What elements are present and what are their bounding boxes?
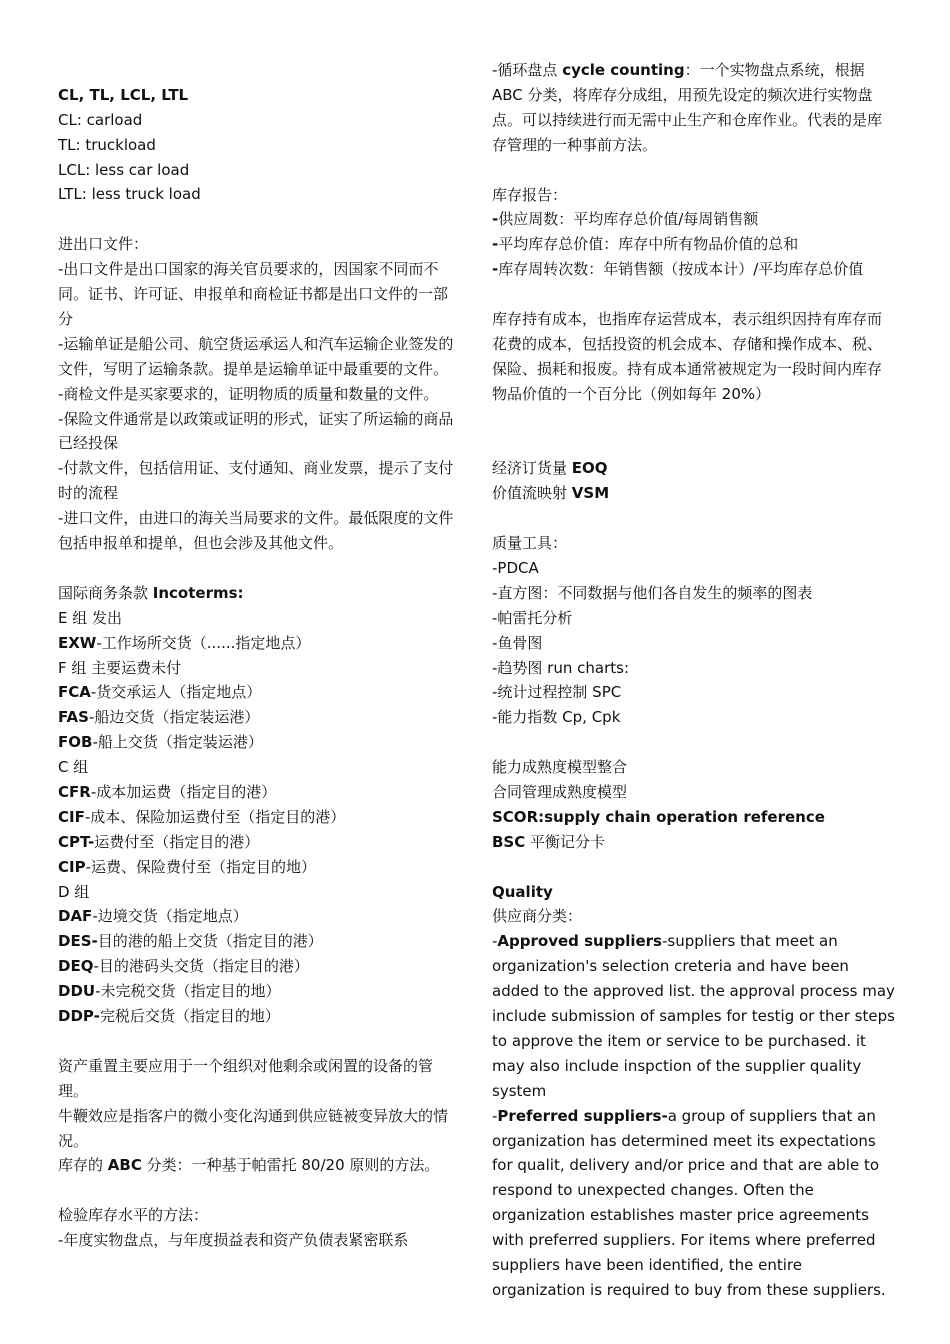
incoterm-item: DDU-未完税交货（指定目的地） — [58, 982, 281, 1001]
incoterm-item: CPT-运费付至（指定目的港） — [58, 832, 260, 851]
preferred-suppliers-text: -Preferred suppliers-a group of suppliers that an organization has determined meet its expectations for qualit, delivery and/or price and that are able to respond to unexpected changes. Often the organization establishes master price agreements with preferred suppliers. For items where preferred suppliers have been identified, the entire organization is required to buy from these suppliers. — [492, 1106, 886, 1299]
cycle-counting-text: -循环盘点 cycle counting：一个实物盘点系统，根据 ABC 分类，将库存分成组，用预先设定的频次进行实物盘点。可以持续进行而无需中止生产和仓库作业。代表的是库存管理的一种事前方法。 — [492, 61, 883, 154]
holding-cost-text: 库存持有成本，也指库存运营成本，表示组织因持有库存而花费的成本，包括投资的机会成本、存储和操作成本、税、保险、损耗和报废。持有成本通常被规定为一段时间内库存物品价值的一个百分比（例如每年 20%） — [492, 309, 883, 403]
supplier-class-title: 供应商分类： — [492, 907, 583, 926]
incoterms-list — [58, 606, 460, 1029]
report-item: -库存周转次数：年销售额（按成本计）/平均库存总价值 — [492, 260, 864, 279]
bsc-text: BSC 平衡记分卡 — [492, 832, 606, 851]
quality-tool-item: -PDCA — [492, 558, 539, 577]
incoterm-item: C 组 — [58, 758, 89, 777]
doc-item: -付款文件，包括信用证、支付通知、商业发票，提示了支付时的流程 — [58, 459, 454, 503]
quality-tool-item: -统计过程控制 SPC — [492, 683, 622, 702]
cmmi-text: 能力成熟度模型整合 — [492, 758, 628, 777]
incoterm-item: DAF-边境交货（指定地点） — [58, 907, 248, 926]
report-item: -供应周数：平均库存总价值/每周销售额 — [492, 210, 759, 229]
eoq-text: 经济订货量 EOQ — [492, 459, 608, 478]
incoterm-item: DDP-完税后交货（指定目的地） — [58, 1007, 280, 1026]
incoterm-item: CFR-成本加运费（指定目的港） — [58, 783, 277, 802]
incoterm-item: CIF-成本、保险加运费付至（指定目的港） — [58, 807, 346, 826]
report-item: -平均库存总价值：库存中所有物品价值的总和 — [492, 235, 799, 254]
inspect-item: -年度实物盘点，与年度损益表和资产负债表紧密联系 — [58, 1231, 409, 1250]
cl-definition: CL: carload — [58, 110, 143, 129]
doc-item: -出口文件是出口国家的海关官员要求的，因国家不同而不同。证书、许可证、申报单和商检证书都是出口文件的一部分 — [58, 260, 449, 328]
quality-tool-item: -帕雷托分析 — [492, 608, 573, 627]
incoterm-item: CIP-运费、保险费付至（指定目的地） — [58, 857, 317, 876]
asset-recovery-text: 资产重置主要应用于一个组织对他剩余或闲置的设备的管理。 — [58, 1056, 434, 1100]
bullwhip-text: 牛鞭效应是指客户的微小变化沟通到供应链被变异放大的情况。 — [58, 1106, 449, 1150]
tl-definition: TL: truckload — [58, 135, 156, 154]
abc-text: 库存的 ABC 分类：一种基于帕雷托 80/20 原则的方法。 — [58, 1156, 440, 1175]
inspect-title: 检验库存水平的方法： — [58, 1206, 209, 1225]
doc-item: -商检文件是买家要求的，证明物质的质量和数量的文件。 — [58, 384, 439, 403]
quality-tool-item: -能力指数 Cp, Cpk — [492, 708, 621, 727]
ltl-definition: LTL: less truck load — [58, 185, 201, 204]
doc-item: -运输单证是船公司、航空货运承运人和汽车运输企业签发的文件，写明了运输条款。提单是运输单证中最重要的文件。 — [58, 334, 454, 378]
incoterm-item: FAS-船边交货（指定装运港） — [58, 708, 260, 727]
quality-tool-item: -鱼骨图 — [492, 633, 543, 652]
incoterm-item: EXW-工作场所交货（......指定地点） — [58, 633, 311, 652]
report-title: 库存报告： — [492, 185, 568, 204]
vsm-text: 价值流映射 VSM — [492, 484, 610, 503]
incoterm-item: F 组 主要运费未付 — [58, 658, 182, 677]
left-column — [58, 58, 460, 1253]
scor-text: SCOR:supply chain operation reference — [492, 807, 825, 826]
loads-heading: CL, TL, LCL, LTL — [58, 85, 189, 104]
incoterm-item: D 组 — [58, 882, 90, 901]
doc-item: -保险文件通常是以政策或证明的形式，证实了所运输的商品已经投保 — [58, 409, 454, 453]
incoterm-item: FCA-货交承运人（指定地点） — [58, 683, 262, 702]
incoterm-item: FOB-船上交货（指定装运港） — [58, 733, 263, 752]
quality-tool-item: -直方图：不同数据与他们各自发生的频率的图表 — [492, 583, 813, 602]
incoterm-item: E 组 发出 — [58, 608, 123, 627]
quality-tool-item: -趋势图 run charts: — [492, 658, 629, 677]
incoterm-item: DEQ-目的港码头交货（指定目的港） — [58, 957, 309, 976]
quality-tools-title: 质量工具： — [492, 534, 568, 553]
incoterm-item: DES-目的港的船上交货（指定目的港） — [58, 932, 323, 951]
docs-title: 进出口文件： — [58, 235, 149, 254]
right-column — [492, 58, 896, 1303]
approved-suppliers-text: -Approved suppliers-suppliers that meet an organization's selection creteria and have been added to the approved list. the approval process may include submission of samples for testig or ther steps to approve the item or service to be purchased. it may also include inspction of the supplier quality system — [492, 932, 895, 1100]
lcl-definition: LCL: less car load — [58, 160, 190, 179]
incoterms-title: 国际商务条款 Incoterms: — [58, 583, 244, 602]
quality-heading: Quality — [492, 882, 553, 901]
contract-maturity-text: 合同管理成熟度模型 — [492, 782, 628, 801]
doc-item: -进口文件，由进口的海关当局要求的文件。最低限度的文件包括申报单和提单，但也会涉及其他文件。 — [58, 509, 454, 553]
